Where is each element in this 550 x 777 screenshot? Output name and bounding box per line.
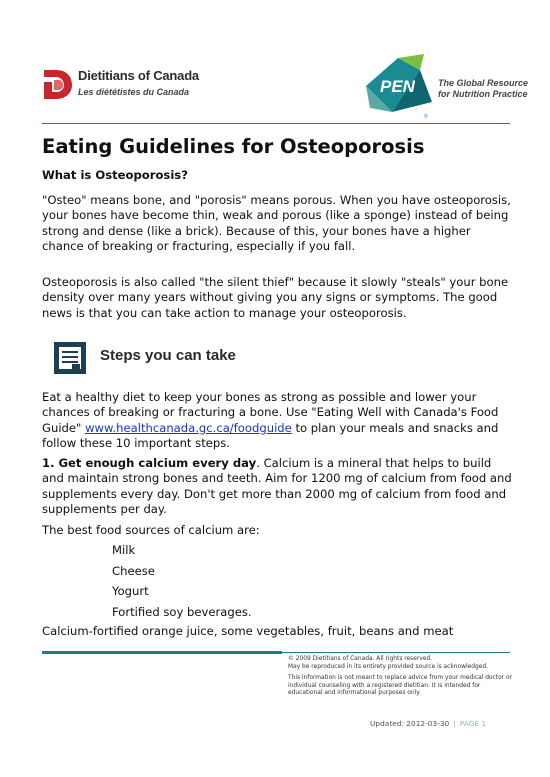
food-guide-link[interactable]: www.healthcanada.gc.ca/foodguide (85, 420, 292, 435)
footer-divider-thick (42, 651, 282, 654)
pen-tagline-line-1: The Global Resource (438, 78, 529, 88)
page-title: Eating Guidelines for Osteoporosis (42, 135, 425, 158)
page-number: PAGE 1 (459, 719, 487, 728)
calcium-sources-intro: The best food sources of calcium are: (42, 523, 260, 537)
pen-logo-mark-icon (362, 52, 442, 122)
steps-heading: Steps you can take (100, 347, 236, 364)
pen-logo (362, 52, 529, 124)
step-1-text: . Calcium is a mineral that helps to build and maintain strong bones and teeth. Aim for 1200 mg of calcium from food and supplements every day. Don't get more than 2000 mg of calcium from food and supplements per day. (42, 456, 512, 517)
paragraph-healthy-diet (42, 390, 512, 452)
copyright-notice (288, 656, 513, 671)
disclaimer: This information is not meant to replace advice from your medical doctor or individual counseling with a registered dietitian. It is intended for educational and informational purposes only. (288, 675, 513, 697)
dc-logo-mark-icon (42, 66, 76, 102)
pen-tagline-line-2: for Nutrition Practice (438, 89, 528, 99)
pen-logo-text: PEN (380, 77, 415, 96)
calcium-food-list (112, 540, 252, 622)
healthy-diet-text-a: Eat a healthy diet to keep your bones as strong as possible and lower your chances of breaking or fracturing a bone. Use "Eating Well with Canada's Food Guide" (42, 390, 499, 435)
step-1-heading: 1. Get enough calcium every day (42, 456, 257, 470)
list-item: Fortified soy beverages. (112, 604, 252, 619)
org-name: Dietitians of Canada (78, 68, 199, 83)
footer-separator: | (453, 719, 456, 728)
updated-date: Updated: 2012-03-30 (370, 719, 450, 728)
org-name-fr: Les diététistes du Canada (78, 87, 190, 97)
step-1-calcium (42, 456, 512, 518)
steps-icon (54, 342, 86, 374)
footer-divider-thin (282, 652, 510, 653)
footer-divider (42, 651, 510, 654)
updated-date-line (370, 719, 486, 728)
list-item: Yogurt (112, 584, 149, 598)
paragraph-fortified-foods: Calcium-fortified orange juice, some vegetables, fruit, beans and meat (42, 624, 454, 638)
dietitians-of-canada-logo (42, 64, 199, 108)
header-divider (42, 123, 510, 124)
reproduce-line: May be reproduced in its entirety provided source is acknowledged. (288, 663, 488, 670)
list-item: Milk (112, 543, 136, 557)
healthy-diet-text-b: to plan your meals and snacks and follow these 10 important steps. (42, 420, 499, 451)
section-heading-what-is: What is Osteoporosis? (42, 168, 188, 182)
pen-tagline (438, 78, 528, 100)
pen-registered-mark: ® (424, 114, 428, 120)
paragraph-definition: "Osteo" means bone, and "porosis" means porous. When you have osteoporosis, your bones have become thin, weak and porous (like a sponge) instead of being strong and dense (like a brick). Because of this, your bones have a higher chance of breaking or fracturing, especially if you fall. (42, 193, 511, 254)
paragraph-silent-thief: Osteoporosis is also called "the silent thief" because it slowly "steals" your bone density over many years without giving you any signs or symptoms. The good news is that you can take action to manage your osteoporosis. (42, 275, 509, 320)
copyright-line: © 2009 Dietitians of Canada. All rights reserved. (288, 656, 433, 662)
list-item: Cheese (112, 563, 155, 578)
